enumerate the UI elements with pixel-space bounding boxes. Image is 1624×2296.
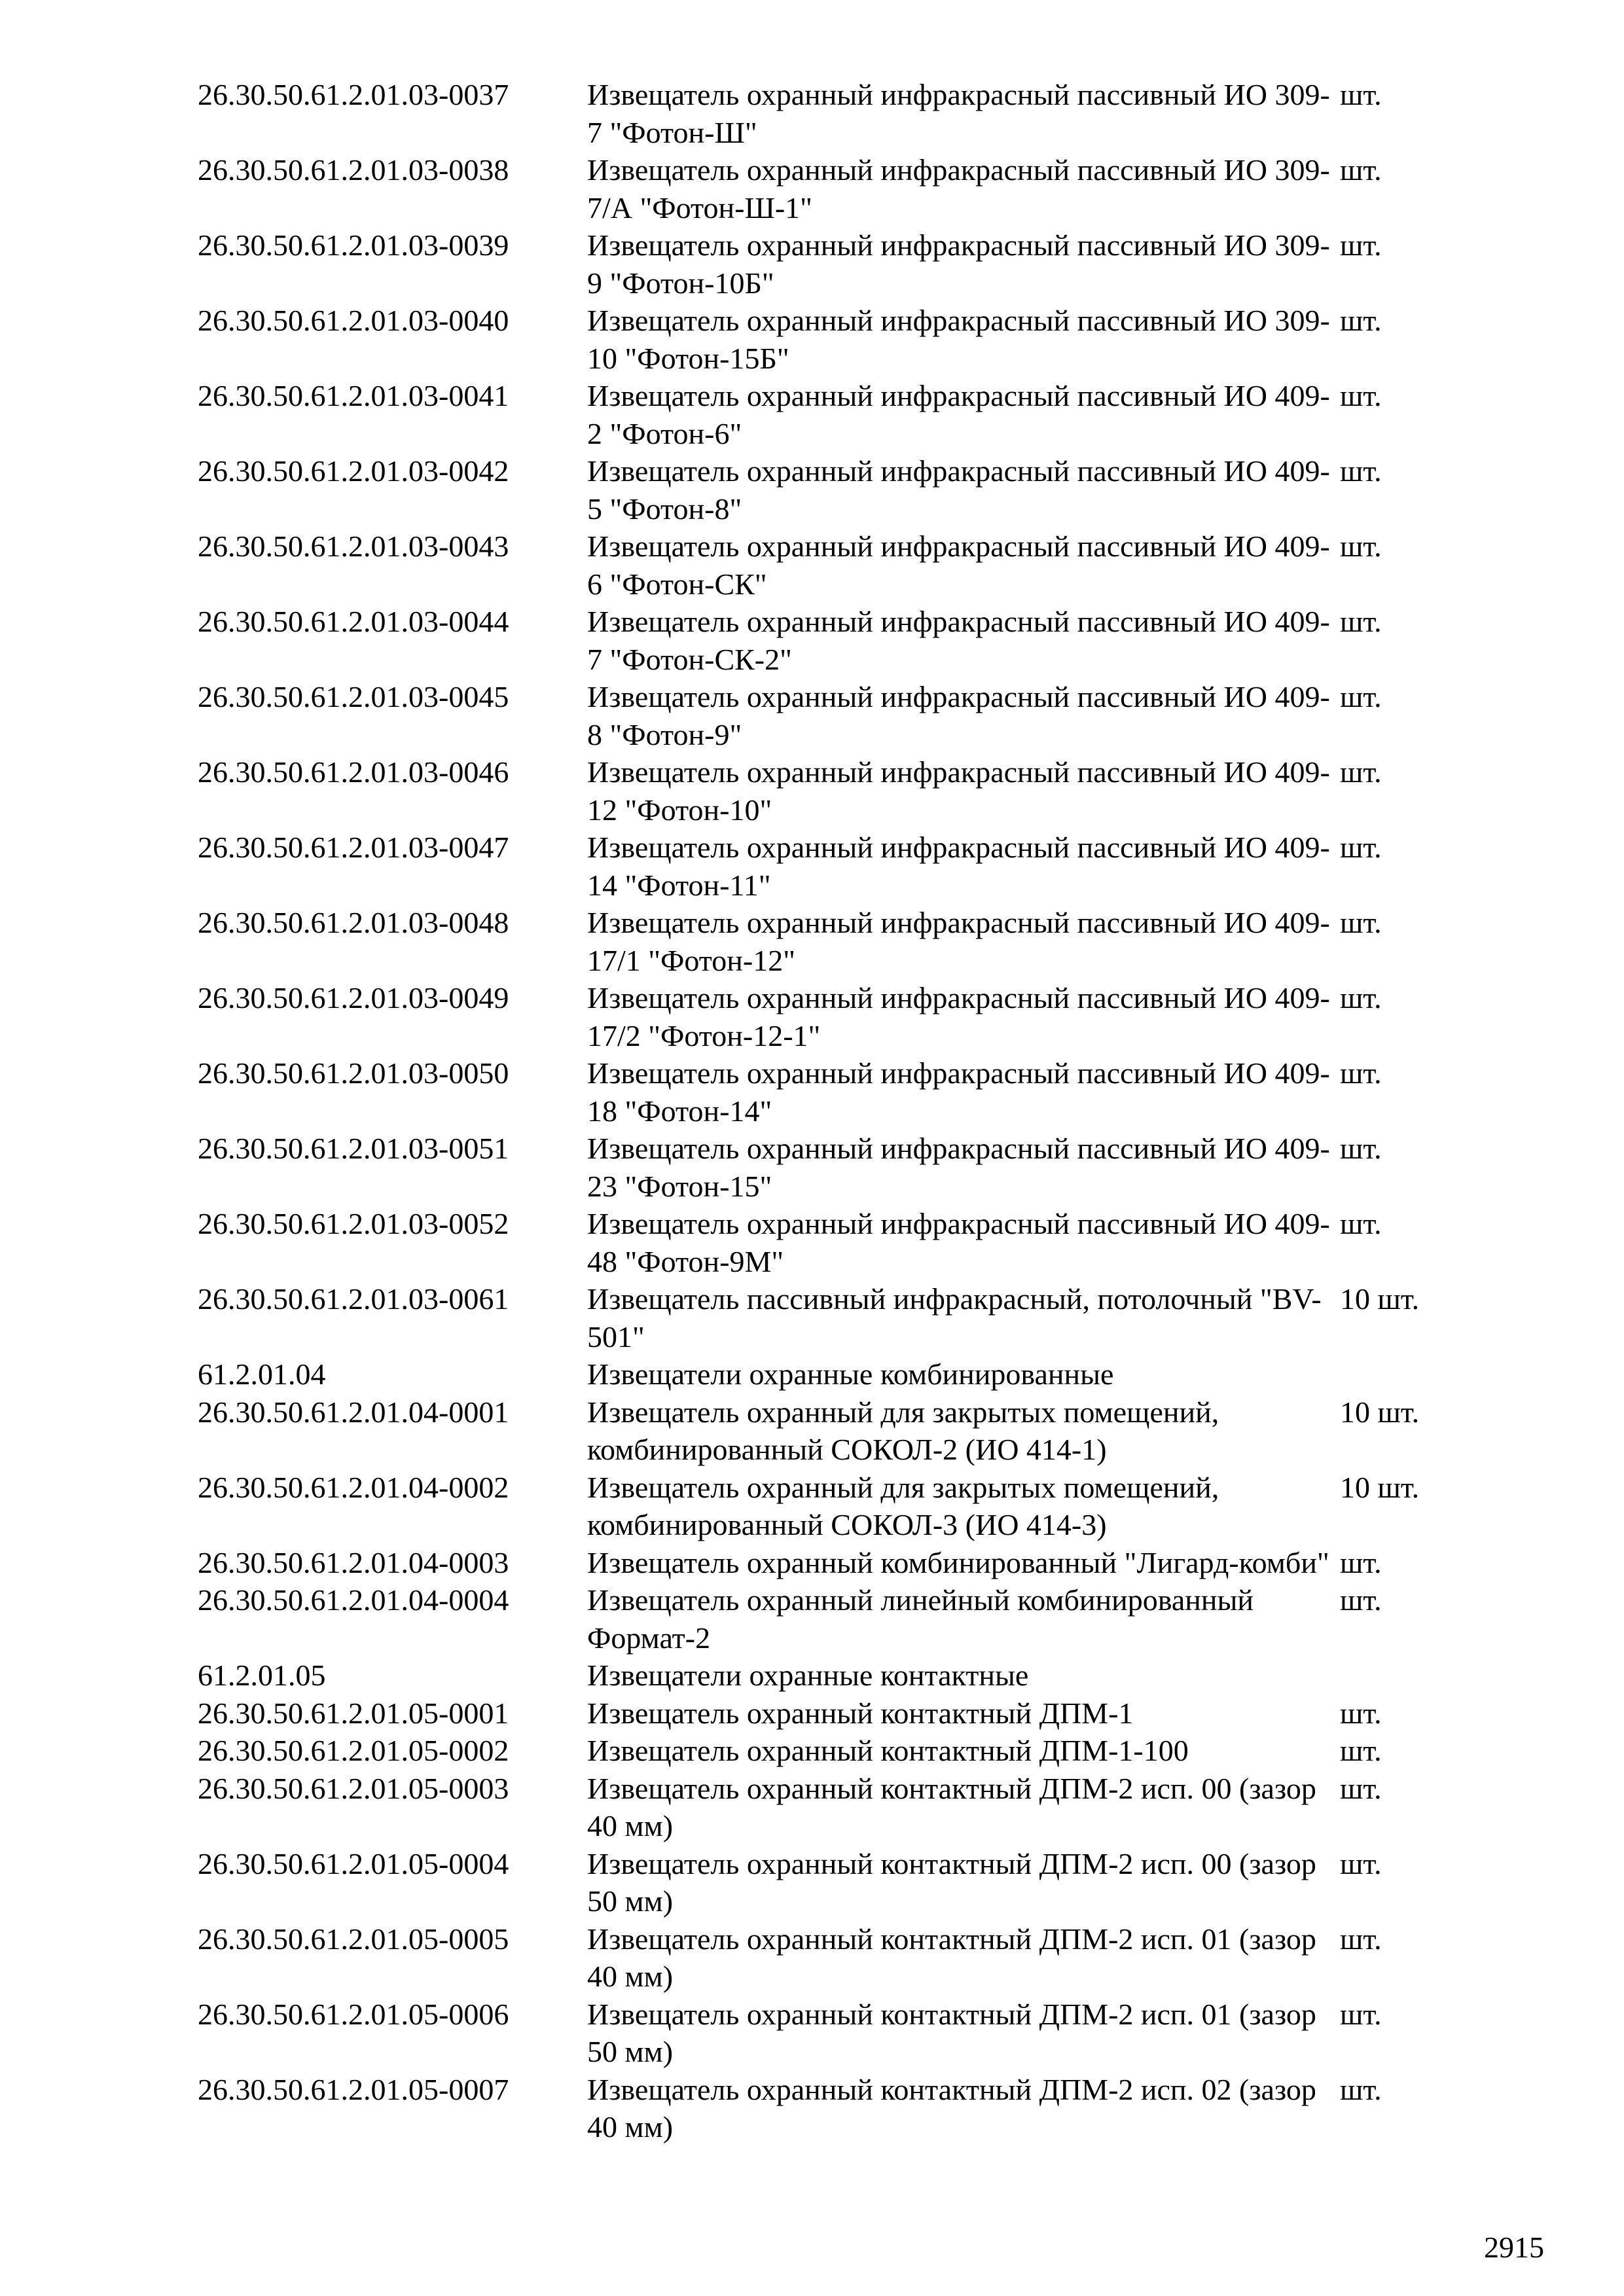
- table-row: [198, 1770, 1507, 1845]
- table-row: [198, 1732, 1507, 1770]
- resource-code: 26.30.50.61.2.01.03-0047: [198, 831, 509, 864]
- catalog-table: [198, 76, 1507, 2146]
- resource-name: Извещатель охранный инфракрасный пассивный ИО 409-8 "Фотон-9": [587, 680, 1330, 751]
- resource-name: Извещатель пассивный инфракрасный, потолочный "BV-501": [587, 1282, 1322, 1354]
- unit-of-measure: шт.: [1340, 2072, 1382, 2106]
- table-row: [198, 979, 1507, 1054]
- resource-code: 26.30.50.61.2.01.03-0045: [198, 680, 509, 713]
- table-row: [198, 377, 1507, 452]
- unit-of-measure: шт.: [1340, 1922, 1382, 1956]
- resource-code: 26.30.50.61.2.01.05-0005: [198, 1922, 509, 1956]
- unit-of-measure: шт.: [1340, 906, 1382, 939]
- unit-of-measure: шт.: [1340, 605, 1382, 638]
- unit-of-measure: шт.: [1340, 680, 1382, 713]
- resource-name: Извещатель охранный контактный ДПМ-2 исп. 01 (зазор 50 мм): [587, 1997, 1316, 2068]
- unit-of-measure: шт.: [1340, 831, 1382, 864]
- table-row: [198, 452, 1507, 528]
- table-row: [198, 1355, 1507, 1393]
- table-row: [198, 603, 1507, 678]
- resource-code: 26.30.50.61.2.01.05-0001: [198, 1696, 509, 1730]
- resource-name: Извещатель охранный для закрытых помещений, комбинированный СОКОЛ-2 (ИО 414-1): [587, 1395, 1219, 1466]
- resource-name: Извещатель охранный инфракрасный пассивный ИО 309-7/А "Фотон-Ш-1": [587, 153, 1330, 224]
- resource-name: Извещатель охранный инфракрасный пассивный ИО 409-23 "Фотон-15": [587, 1132, 1330, 1203]
- resource-code: 26.30.50.61.2.01.03-0040: [198, 304, 509, 337]
- resource-name: Извещатель охранный контактный ДПМ-1: [587, 1696, 1134, 1730]
- unit-of-measure: шт.: [1340, 1545, 1382, 1579]
- table-row: [198, 904, 1507, 979]
- resource-name: Извещатель охранный инфракрасный пассивный ИО 309-7 "Фотон-Ш": [587, 78, 1330, 149]
- table-row: [198, 226, 1507, 302]
- table-row: [198, 1280, 1507, 1355]
- resource-code: 61.2.01.05: [198, 1659, 326, 1692]
- table-row: [198, 1130, 1507, 1205]
- unit-of-measure: шт.: [1340, 454, 1382, 488]
- page-number: 2915: [1484, 2231, 1544, 2264]
- resource-name: Извещатель охранный инфракрасный пассивный ИО 409-14 "Фотон-11": [587, 831, 1330, 902]
- resource-code: 26.30.50.61.2.01.03-0048: [198, 906, 509, 939]
- unit-of-measure: шт.: [1340, 153, 1382, 187]
- unit-of-measure: 10 шт.: [1340, 1282, 1420, 1316]
- resource-name: Извещатель охранный инфракрасный пассивный ИО 409-18 "Фотон-14": [587, 1056, 1330, 1128]
- unit-of-measure: шт.: [1340, 981, 1382, 1014]
- unit-of-measure: шт.: [1340, 78, 1382, 111]
- resource-name: Извещатель охранный инфракрасный пассивный ИО 409-17/1 "Фотон-12": [587, 906, 1330, 977]
- resource-name: Извещатель охранный инфракрасный пассивный ИО 309-9 "Фотон-10Б": [587, 228, 1330, 300]
- resource-code: 26.30.50.61.2.01.03-0041: [198, 379, 509, 412]
- resource-code: 26.30.50.61.2.01.04-0002: [198, 1470, 509, 1504]
- resource-code: 26.30.50.61.2.01.05-0007: [198, 2072, 509, 2106]
- unit-of-measure: шт.: [1340, 228, 1382, 262]
- table-row: [198, 528, 1507, 603]
- unit-of-measure: шт.: [1340, 1056, 1382, 1090]
- unit-of-measure: шт.: [1340, 1771, 1382, 1805]
- resource-code: 26.30.50.61.2.01.03-0037: [198, 78, 509, 111]
- unit-of-measure: шт.: [1340, 1997, 1382, 2031]
- unit-of-measure: шт.: [1340, 1583, 1382, 1617]
- resource-code: 26.30.50.61.2.01.03-0046: [198, 755, 509, 789]
- resource-code: 26.30.50.61.2.01.03-0052: [198, 1207, 509, 1240]
- resource-code: 26.30.50.61.2.01.05-0004: [198, 1846, 509, 1880]
- table-row: [198, 1695, 1507, 1732]
- resource-code: 26.30.50.61.2.01.03-0061: [198, 1282, 509, 1316]
- resource-name: Извещатель охранный контактный ДПМ-2 исп. 00 (зазор 50 мм): [587, 1846, 1316, 1918]
- resource-name: Извещатель охранный инфракрасный пассивный ИО 309-10 "Фотон-15Б": [587, 304, 1330, 375]
- resource-code: 26.30.50.61.2.01.05-0006: [198, 1997, 509, 2031]
- resource-code: 26.30.50.61.2.01.03-0039: [198, 228, 509, 262]
- table-row: [198, 1657, 1507, 1695]
- table-row: [198, 1920, 1507, 1996]
- unit-of-measure: 10 шт.: [1340, 1470, 1420, 1504]
- resource-code: 26.30.50.61.2.01.05-0002: [198, 1734, 509, 1767]
- table-row: [198, 829, 1507, 904]
- unit-of-measure: шт.: [1340, 529, 1382, 563]
- resource-name: Извещатель охранный линейный комбинированный Формат-2: [587, 1583, 1254, 1655]
- resource-code: 26.30.50.61.2.01.03-0044: [198, 605, 509, 638]
- resource-name: Извещатель охранный контактный ДПМ-1-100: [587, 1734, 1189, 1767]
- unit-of-measure: шт.: [1340, 379, 1382, 412]
- unit-of-measure: 10 шт.: [1340, 1395, 1420, 1429]
- table-row: [198, 76, 1507, 151]
- table-row: [198, 2071, 1507, 2146]
- resource-name: Извещатель охранный инфракрасный пассивный ИО 409-6 "Фотон-СК": [587, 529, 1330, 601]
- resource-name: Извещатель охранный контактный ДПМ-2 исп. 01 (зазор 40 мм): [587, 1922, 1316, 1993]
- resource-name: Извещатели охранные комбинированные: [587, 1357, 1114, 1391]
- table-row: [198, 753, 1507, 829]
- resource-code: 26.30.50.61.2.01.04-0003: [198, 1545, 509, 1579]
- resource-code: 61.2.01.04: [198, 1357, 326, 1391]
- resource-code: 26.30.50.61.2.01.03-0049: [198, 981, 509, 1014]
- table-row: [198, 302, 1507, 377]
- unit-of-measure: шт.: [1340, 755, 1382, 789]
- table-row: [198, 1996, 1507, 2071]
- resource-name: Извещатель охранный инфракрасный пассивный ИО 409-17/2 "Фотон-12-1": [587, 981, 1330, 1052]
- unit-of-measure: шт.: [1340, 1207, 1382, 1240]
- unit-of-measure: шт.: [1340, 304, 1382, 337]
- table-row: [198, 678, 1507, 753]
- resource-code: 26.30.50.61.2.01.03-0050: [198, 1056, 509, 1090]
- resource-name: Извещатель охранный инфракрасный пассивный ИО 409-48 "Фотон-9М": [587, 1207, 1330, 1278]
- resource-name: Извещатель охранный комбинированный "Лигард-комби": [587, 1545, 1329, 1579]
- table-row: [198, 1054, 1507, 1130]
- resource-code: 26.30.50.61.2.01.03-0042: [198, 454, 509, 488]
- unit-of-measure: шт.: [1340, 1846, 1382, 1880]
- table-row: [198, 151, 1507, 226]
- resource-code: 26.30.50.61.2.01.05-0003: [198, 1771, 509, 1805]
- resource-code: 26.30.50.61.2.01.03-0038: [198, 153, 509, 187]
- resource-name: Извещатель охранный инфракрасный пассивный ИО 409-2 "Фотон-6": [587, 379, 1330, 450]
- resource-code: 26.30.50.61.2.01.03-0051: [198, 1132, 509, 1165]
- unit-of-measure: шт.: [1340, 1696, 1382, 1730]
- table-row: [198, 1393, 1507, 1469]
- table-row: [198, 1581, 1507, 1657]
- resource-name: Извещатель охранный инфракрасный пассивный ИО 409-5 "Фотон-8": [587, 454, 1330, 526]
- resource-name: Извещатель охранный контактный ДПМ-2 исп. 00 (зазор 40 мм): [587, 1771, 1316, 1842]
- resource-code: 26.30.50.61.2.01.04-0004: [198, 1583, 509, 1617]
- table-row: [198, 1205, 1507, 1280]
- resource-name: Извещатели охранные контактные: [587, 1659, 1029, 1692]
- resource-name: Извещатель охранный для закрытых помещений, комбинированный СОКОЛ-3 (ИО 414-3): [587, 1470, 1219, 1541]
- table-row: [198, 1544, 1507, 1582]
- unit-of-measure: шт.: [1340, 1132, 1382, 1165]
- table-row: [198, 1469, 1507, 1544]
- resource-code: 26.30.50.61.2.01.04-0001: [198, 1395, 509, 1429]
- resource-name: Извещатель охранный инфракрасный пассивный ИО 409-7 "Фотон-СК-2": [587, 605, 1330, 676]
- resource-name: Извещатель охранный инфракрасный пассивный ИО 409-12 "Фотон-10": [587, 755, 1330, 827]
- unit-of-measure: шт.: [1340, 1734, 1382, 1767]
- table-row: [198, 1845, 1507, 1920]
- resource-code: 26.30.50.61.2.01.03-0043: [198, 529, 509, 563]
- resource-name: Извещатель охранный контактный ДПМ-2 исп. 02 (зазор 40 мм): [587, 2072, 1316, 2144]
